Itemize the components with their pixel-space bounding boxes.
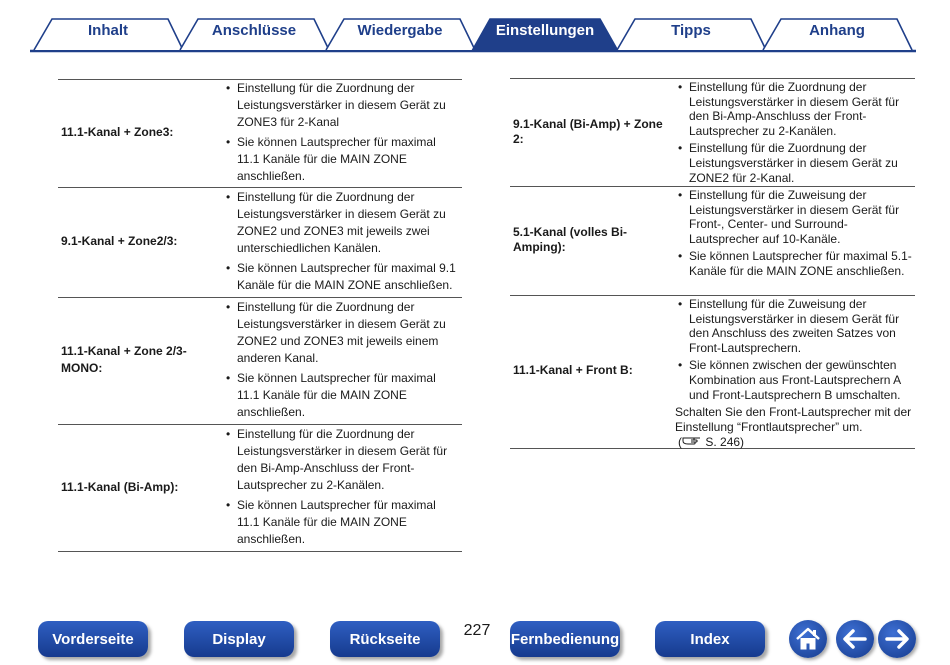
- tab-tipps[interactable]: Tipps: [671, 22, 711, 39]
- bullet-item: • Einstellung für die Zuordnung der Leistungsverstärker in diesem Gerät zu ZONE2 und ZONE3 mit jeweils einem anderen Kanal.: [224, 299, 460, 367]
- row-description: [224, 299, 460, 424]
- index-button[interactable]: Index: [655, 621, 765, 657]
- display-button[interactable]: Display: [184, 621, 294, 657]
- right-settings-table: [510, 78, 915, 449]
- tab-bar: [0, 0, 950, 56]
- row-label: 9.1-Kanal + Zone2/3:: [61, 234, 178, 248]
- tab-anhang[interactable]: Anhang: [809, 22, 865, 39]
- row-label: 11.1-Kanal + Front B:: [513, 363, 633, 377]
- vorderseite-button[interactable]: Vorderseite: [38, 621, 148, 657]
- table-row: [58, 188, 462, 298]
- row-label: 11.1-Kanal + Zone 2/3-MONO:: [61, 344, 187, 375]
- row-label: 5.1-Kanal (volles Bi-Amping):: [513, 225, 628, 254]
- bullet-item: • Sie können Lautsprecher für maximal 9.1 Kanäle für die MAIN ZONE anschließen.: [224, 260, 460, 294]
- forward-button[interactable]: [878, 620, 916, 658]
- row-label: 11.1-Kanal (Bi-Amp):: [61, 480, 179, 494]
- page-number: 227: [463, 622, 491, 639]
- table-row: [58, 298, 462, 425]
- rueckseite-button[interactable]: Rückseite: [330, 621, 440, 657]
- row-description: [224, 80, 460, 188]
- tab-wiedergabe[interactable]: Wiedergabe: [357, 22, 443, 39]
- tab-anschluesse[interactable]: Anschlüsse: [211, 22, 297, 39]
- bullet-item: • Einstellung für die Zuordnung der Leistungsverstärker in diesem Gerät zu ZONE3 für 2-Kanal: [224, 80, 460, 131]
- bullet-item: • Einstellung für die Zuordnung der Leistungsverstärker in diesem Gerät zu ZONE2 für 2-Kanal.: [676, 141, 914, 185]
- bullet-item: • Einstellung für die Zuweisung der Leistungsverstärker in diesem Gerät für den Anschluss des zweiten Satzes von Front-Lautsprechern.: [676, 297, 914, 355]
- fernbedienung-button[interactable]: Fernbedienung: [510, 621, 620, 657]
- table-row: [510, 187, 915, 296]
- row-description: [224, 189, 460, 297]
- bullet-item: • Sie können Lautsprecher für maximal 11.1 Kanäle für die MAIN ZONE anschließen.: [224, 497, 460, 548]
- back-button[interactable]: [836, 620, 874, 658]
- bullet-item: • Einstellung für die Zuordnung der Leistungsverstärker in diesem Gerät zu ZONE2 und ZONE3 mit jeweils zwei unterschiedlichen Kanälen.: [224, 189, 460, 257]
- table-row: [510, 78, 915, 187]
- bullet-item: • Einstellung für die Zuordnung der Leistungsverstärker in diesem Gerät für den Bi-Amp-Anschluss der Front-Lautsprecher zu 2-Kanälen.: [676, 80, 914, 138]
- row-label: 9.1-Kanal (Bi-Amp) + Zone 2:: [513, 117, 663, 146]
- bullet-item: • Sie können Lautsprecher für maximal 11.1 Kanäle für die MAIN ZONE anschließen.: [224, 370, 460, 421]
- bullet-item: • Einstellung für die Zuweisung der Leistungsverstärker in diesem Gerät für Front-, Center- und Surround-Lautsprecher auf 10-Kanäle.: [676, 188, 914, 246]
- bullet-item: • Sie können Lautsprecher für maximal 5.1-Kanäle für die MAIN ZONE anschließen.: [676, 249, 914, 278]
- home-icon: [789, 620, 827, 658]
- row-description: [676, 188, 914, 282]
- tab-inhalt[interactable]: Inhalt: [88, 22, 128, 39]
- pointing-hand-icon: [682, 435, 702, 450]
- row-description: [676, 297, 914, 450]
- table-row: [510, 296, 915, 449]
- table-row: [58, 79, 462, 188]
- home-button[interactable]: [789, 620, 827, 658]
- bullet-item: • Sie können zwischen der gewünschten Kombination aus Front-Lautsprechern A und Front-Lautsprechern B umschalten.: [676, 358, 914, 402]
- bullet-item: • Einstellung für die Zuordnung der Leistungsverstärker in diesem Gerät für den Bi-Amp-Anschluss der Front-Lautsprecher zu 2-Kanälen.: [224, 426, 460, 494]
- note-text: Schalten Sie den Front-Lautsprecher mit der Einstellung “Frontlautsprecher” um.: [675, 405, 912, 434]
- page-reference[interactable]: ( S. 246): [678, 435, 745, 450]
- row-description: [676, 80, 914, 188]
- row-label: 11.1-Kanal + Zone3:: [61, 125, 174, 139]
- table-row: [58, 425, 462, 552]
- forward-arrow-icon: [878, 620, 916, 658]
- tab-einstellungen[interactable]: Einstellungen: [495, 22, 595, 39]
- bullet-item: • Sie können Lautsprecher für maximal 11.1 Kanäle für die MAIN ZONE anschließen.: [224, 134, 460, 185]
- row-description: [224, 426, 460, 551]
- page-reference-text: S. 246: [705, 435, 741, 450]
- back-arrow-icon: [836, 620, 874, 658]
- left-settings-table: [58, 79, 462, 551]
